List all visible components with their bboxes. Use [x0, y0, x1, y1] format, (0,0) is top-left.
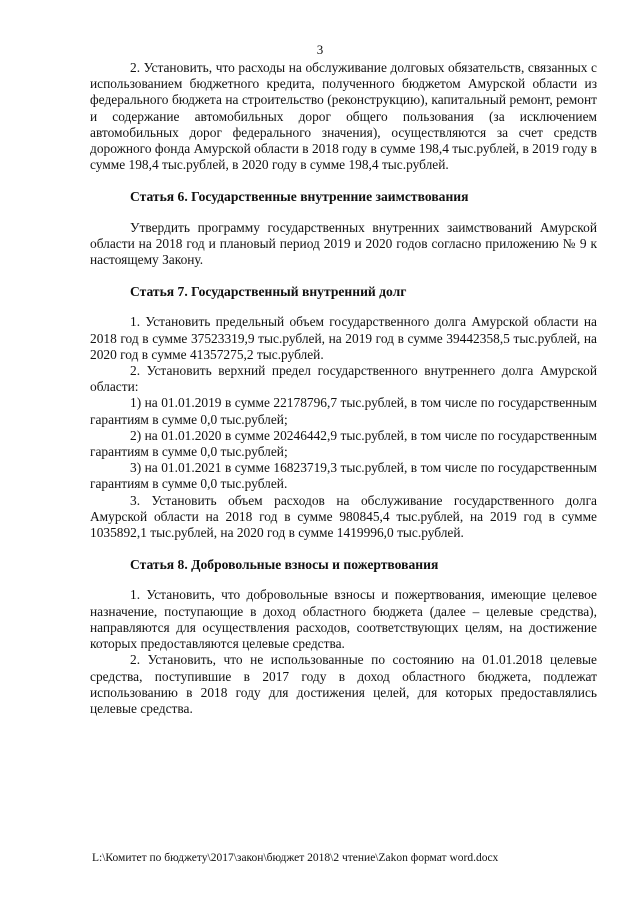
article-7-item-3: 3) на 01.01.2021 в сумме 16823719,3 тыс.рублей, в том числе по государственным гарантиям в сумме 0,0 тыс.рублей. — [90, 460, 597, 492]
article-7-item-1: 1) на 01.01.2019 в сумме 22178796,7 тыс.рублей, в том числе по государственным гарантиям в сумме 0,0 тыс.рублей; — [90, 395, 597, 427]
article-7-heading: Статья 7. Государственный внутренний долг — [130, 284, 407, 300]
document-body — [90, 60, 597, 717]
article-7-paragraph-2: 2. Установить верхний предел государственного внутреннего долга Амурской области: — [90, 363, 597, 395]
article-7-item-2: 2) на 01.01.2020 в сумме 20246442,9 тыс.рублей, в том числе по государственным гарантиям в сумме 0,0 тыс.рублей; — [90, 427, 597, 460]
article-8-paragraph-1: 1. Установить, что добровольные взносы и пожертвования, имеющие целевое назначение, поступающие в доход областного бюджета (далее – целевые средства), направляются для осуществления расходов, соответствующих целям, на достижение которых предоставляются целевые средства. — [90, 587, 597, 652]
article-6-paragraph-1: Утвердить программу государственных внутренних заимствований Амурской области на 2018 год и плановый период 2019 и 2020 годов согласно приложению № 9 к настоящему Закону. — [90, 219, 597, 268]
file-path-footer: L:\Комитет по бюджету\2017\закон\бюджет 2018\2 чтение\Zakon формат word.docx — [92, 852, 499, 864]
article-7-paragraph-3: 3. Установить объем расходов на обслуживание государственного долга Амурской области на 2018 год в сумме 980845,4 тыс.рублей, на 2019 год в сумме 1035892,1 тыс.рублей, на 2020 год в сумме 1419996,0 тыс.рублей. — [90, 492, 597, 541]
article-5-paragraph-2: 2. Установить, что расходы на обслуживание долговых обязательств, связанных с использованием бюджетного кредита, полученного бюджетом Амурской области из федерального бюджета на строительство (реконструкцию), капитальный ремонт, ремонт и содержание автомобильных дорог общего пользования (за исключением автомобильных дорог федерального значения), осуществляются за счет средств дорожного фонда Амурской области в 2018 году в сумме 198,4 тыс.рублей, в 2019 году в сумме 198,4 тыс.рублей, в 2020 году в сумме 198,4 тыс.рублей. — [90, 60, 597, 173]
article-8-heading: Статья 8. Добровольные взносы и пожертвования — [130, 557, 439, 573]
article-6-heading: Статья 6. Государственные внутренние заимствования — [130, 189, 469, 205]
article-8-paragraph-2: 2. Установить, что не использованные по состоянию на 01.01.2018 целевые средства, поступившие в 2017 году в доход областного бюджета, подлежат использованию в 2018 году для достижения целей, для которых предоставлялись целевые средства. — [90, 652, 597, 716]
page-number: 3 — [316, 42, 324, 57]
article-7-paragraph-1: 1. Установить предельный объем государственного долга Амурской области на 2018 год в сумме 37523319,9 тыс.рублей, на 2019 год в сумме 39442358,5 тыс.рублей, на 2020 год в сумме 41357275,2 тыс.рублей. — [90, 314, 597, 362]
